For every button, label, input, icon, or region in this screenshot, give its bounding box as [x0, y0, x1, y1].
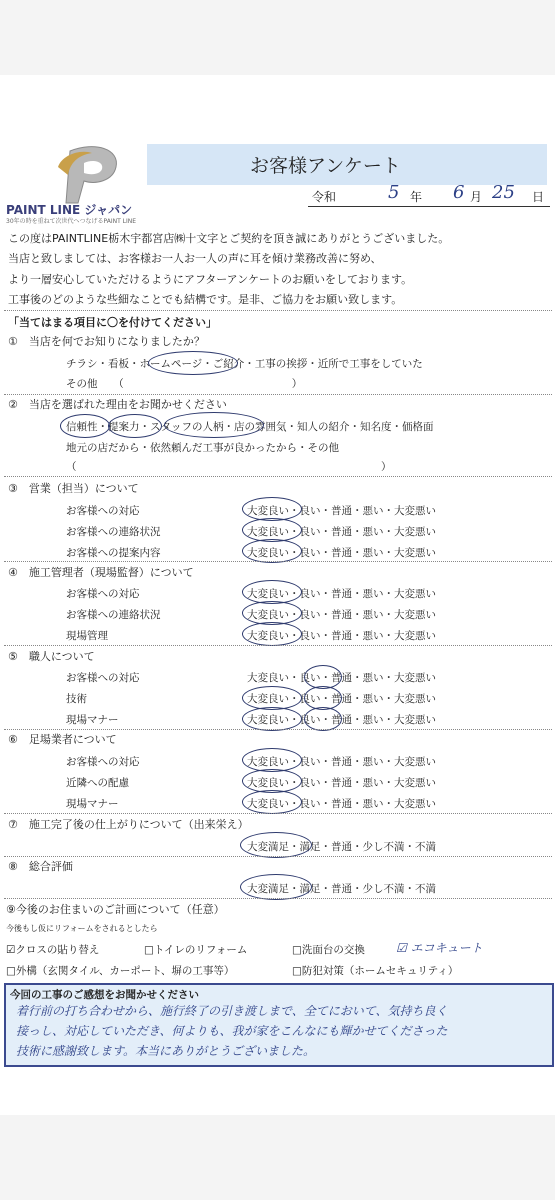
q3-item-3: お客様への提案内容: [66, 547, 161, 559]
q9-option-cloth[interactable]: ☑クロスの貼り替え: [6, 944, 100, 956]
q9-option-washbasin[interactable]: □洗面台の交換: [292, 944, 365, 956]
q5-item-3: 現場マナー: [66, 714, 119, 726]
q3-title: ③ 営業（担当）について: [8, 482, 139, 495]
q4-item-2: お客様への連絡状況: [66, 609, 161, 621]
intro-line-2: 当店と致しましては、お客様お一人お一人の声に耳を傾け業務改善に努め、: [8, 252, 382, 265]
page-title: お客様アンケート: [250, 155, 401, 177]
q3-scale-2: 大変良い・良い・普通・悪い・大変悪い: [247, 526, 436, 538]
q2-options: 信頼性・提案力・スタッフの人柄・店の雰囲気・知人の紹介・知名度・価格面: [66, 421, 434, 433]
q9-title: ⑨今後のお住まいのご計画について（任意）: [6, 903, 225, 916]
logo-tagline: 30年の時を重ねて次世代へつなげるPAINT LINE: [6, 218, 137, 225]
q6-scale-3: 大変良い・良い・普通・悪い・大変悪い: [247, 798, 436, 810]
q3-item-2: お客様への連絡状況: [66, 526, 161, 538]
comment-title: 今回の工事のご感想をお聞かせください: [10, 989, 199, 1001]
q5-item-2: 技術: [66, 693, 87, 705]
q3-item-1: お客様への対応: [66, 505, 140, 517]
q2-title: ② 当店を選ばれた理由をお聞かせください: [8, 398, 227, 411]
q9-option-exterior[interactable]: □外構（玄関タイル、カーポート、塀の工事等）: [6, 965, 235, 977]
intro-line-4: 工事後のどのような些細なことでも結構です。是非、ご協力をお願い致します。: [8, 293, 403, 306]
date-year-unit: 年: [410, 190, 423, 204]
comment-line-3: 技術に感謝致します。本当にありがとうございました。: [16, 1044, 316, 1058]
q3-scale-3: 大変良い・良い・普通・悪い・大変悪い: [247, 547, 436, 559]
logo-text: PAINT LINE ジャパン: [6, 203, 133, 217]
q4-title: ④ 施工管理者（現場監督）について: [8, 566, 194, 579]
comment-line-1: 着行前の打ち合わせから、施行終了の引き渡しまで、全てにおいて、気持ち良く: [16, 1004, 448, 1018]
q5-scale-2: 大変良い・良い・普通・悪い・大変悪い: [247, 693, 436, 705]
survey-sheet: [0, 75, 555, 1115]
q1-title: ① 当店を何でお知りになりましたか？: [8, 335, 205, 348]
date-day: 25: [492, 182, 515, 203]
q4-item-1: お客様への対応: [66, 588, 140, 600]
q8-scale: 大変満足・満足・普通・少し不満・不満: [247, 883, 436, 895]
q4-item-3: 現場管理: [66, 630, 108, 642]
q8-title: ⑧ 総合評価: [8, 860, 73, 873]
q2-options-2: 地元の店だから・依然頼んだ工事が良かったから・その他: [66, 442, 339, 454]
q9-option-toilet[interactable]: □トイレのリフォーム: [144, 944, 248, 956]
q5-title: ⑤ 職人について: [8, 650, 95, 663]
date-day-unit: 日: [532, 190, 545, 204]
q6-scale-1: 大変良い・良い・普通・悪い・大変悪い: [247, 756, 436, 768]
q5-scale-3: 大変良い・良い・普通・悪い・大変悪い: [247, 714, 436, 726]
date-month-unit: 月: [470, 190, 483, 204]
q6-item-2: 近隣への配慮: [66, 777, 129, 789]
instruction: 「当てはまる項目に〇を付けてください」: [8, 316, 217, 329]
q6-item-3: 現場マナー: [66, 798, 119, 810]
q4-scale-1: 大変良い・良い・普通・悪い・大変悪い: [247, 588, 436, 600]
q3-scale-1: 大変良い・良い・普通・悪い・大変悪い: [247, 505, 436, 517]
date-era: 令和: [312, 190, 337, 204]
comment-line-2: 接っし、対応していただき、何よりも、我が家をこんなにも輝かせてくださった: [16, 1024, 448, 1038]
intro-line-3: より一層安心していただけるようにアフターアンケートのお願いをしております。: [8, 273, 413, 286]
q7-title: ⑦ 施工完了後の仕上がりについて（出来栄え）: [8, 818, 249, 831]
q4-scale-2: 大変良い・良い・普通・悪い・大変悪い: [247, 609, 436, 621]
q6-item-1: お客様への対応: [66, 756, 140, 768]
q7-scale: 大変満足・満足・普通・少し不満・不満: [247, 841, 436, 853]
q4-scale-3: 大変良い・良い・普通・悪い・大変悪い: [247, 630, 436, 642]
q6-scale-2: 大変良い・良い・普通・悪い・大変悪い: [247, 777, 436, 789]
q9-option-security[interactable]: □防犯対策（ホームセキュリティ）: [292, 965, 459, 977]
date-year: 5: [388, 182, 400, 203]
q5-item-1: お客様への対応: [66, 672, 140, 684]
date-underline: [308, 206, 550, 207]
q9-option-ecocute[interactable]: ☑ エコキュート: [396, 941, 483, 955]
q6-title: ⑥ 足場業者について: [8, 733, 117, 746]
q2-other: （ ）: [66, 461, 392, 473]
intro-line-1: この度はPAINTLINE栃木宇都宮店㈱十文字とご契約を頂き誠にありがとうございました。: [8, 232, 450, 245]
comment-box: [4, 983, 554, 1067]
q1-options: チラシ・看板・ホームページ・ご紹介・工事の挨拶・近所で工事をしていた: [66, 358, 423, 370]
q5-scale-1: 大変良い・良い・普通・悪い・大変悪い: [247, 672, 436, 684]
q9-note: 今後もし仮にリフォームをされるとしたら: [6, 924, 158, 933]
date-month: 6: [453, 182, 465, 203]
q1-other: その他 （ ）: [66, 378, 303, 390]
